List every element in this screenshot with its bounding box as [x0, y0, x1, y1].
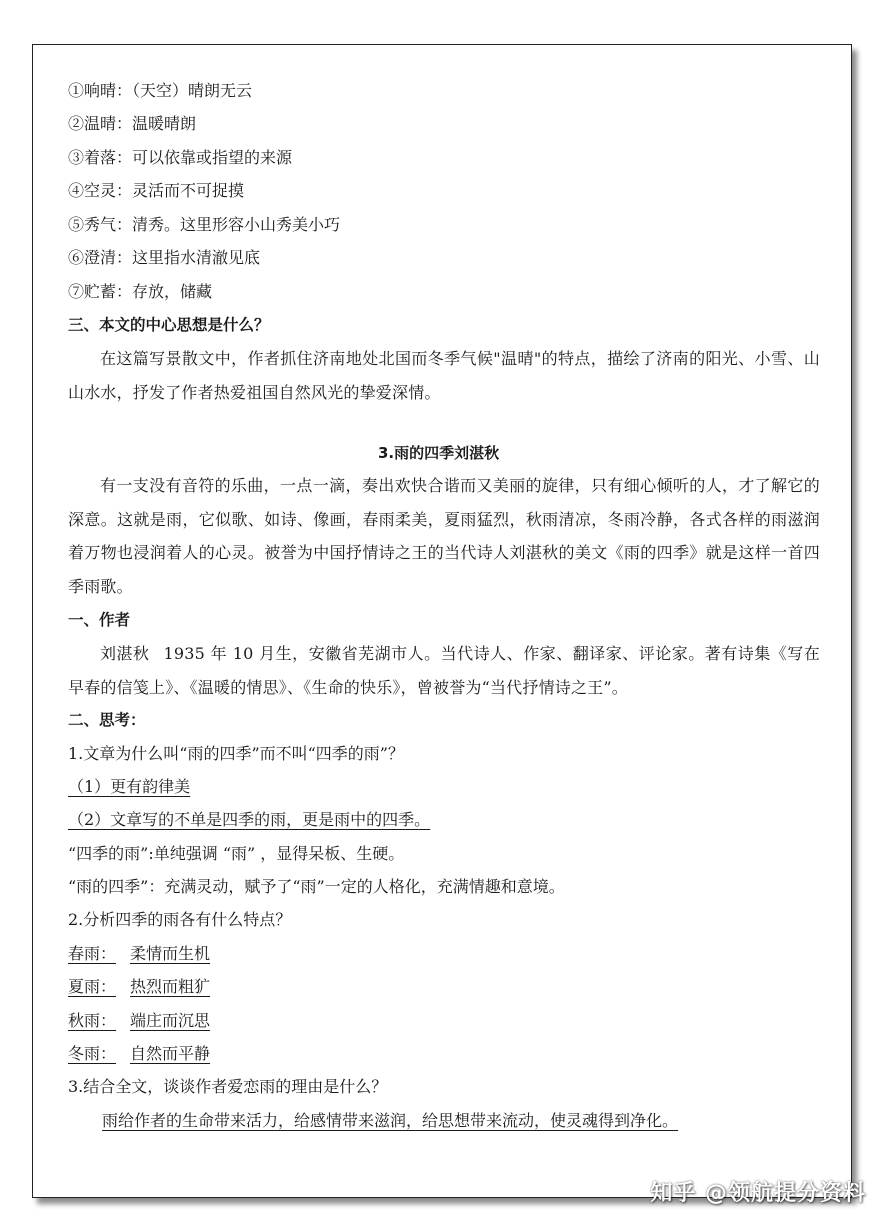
answer-1-point-3: “四季的雨”:单纯强调 “雨” ，显得呆板、生硬。 — [68, 844, 405, 863]
glossary-item-4: ④空灵：灵活而不可捉摸 — [68, 181, 245, 200]
author-heading: 一、作者 — [68, 611, 131, 629]
author-paragraph — [68, 637, 820, 704]
zhihu-watermark: 知乎 @领航提分资料 — [650, 1181, 866, 1206]
central-idea-paragraph: 在这篇写景散文中，作者抓住济南地处北国而冬季气候"温晴"的特点，描绘了济南的阳光、小雪、山山水水，抒发了作者热爱祖国自然风光的挚爱深情。 — [68, 349, 820, 402]
answer-1-point-1: （1）更有韵律美 — [68, 777, 191, 796]
answer-3: 雨给作者的生命带来活力，给感情带来滋润，给思想带来流动，使灵魂得到净化。 — [102, 1111, 679, 1130]
glossary-item-2: ②温晴：温暖晴朗 — [68, 114, 197, 133]
glossary-item-1: ①响晴：（天空）晴朗无云 — [68, 81, 253, 100]
thinking-heading: 二、思考： — [68, 711, 146, 729]
article-title: 3.雨的四季刘湛秋 — [378, 444, 500, 462]
season-autumn: 秋雨： 端庄而沉思 — [68, 1011, 211, 1030]
author-bio: 1935 年 10 月生，安徽省芜湖市人。当代诗人、作家、翻译家、评论家。著有诗集《写在早春的信笺上》、《温暖的情思》、《生命的快乐》，曾被誉为“当代抒情诗之王”。 — [68, 644, 820, 697]
answer-1-point-4: “雨的四季”：充满灵动，赋予了“雨”一定的人格化，充满情趣和意境。 — [68, 877, 565, 896]
question-2: 2.分析四季的雨各有什么特点？ — [68, 910, 292, 929]
season-winter: 冬雨： 自然而平静 — [68, 1044, 211, 1063]
glossary-item-5: ⑤秀气：清秀。这里形容小山秀美小巧 — [68, 215, 341, 234]
central-idea-heading: 三、本文的中心思想是什么？ — [68, 316, 270, 334]
question-3: 3.结合全文，谈谈作者爱恋雨的理由是什么？ — [68, 1077, 388, 1096]
season-summer: 夏雨： 热烈而粗犷 — [68, 977, 211, 996]
question-1: 1.文章为什么叫“雨的四季”而不叫“四季的雨”？ — [68, 744, 404, 763]
article-intro-paragraph: 有一支没有音符的乐曲，一点一滴，奏出欢快合谐而又美丽的旋律，只有细心倾听的人，才了解它的深意。这就是雨，它似歌、如诗、像画，春雨柔美，夏雨猛烈，秋雨清凉，冬雨冷静，各式各样的雨滋润着万物也浸润着人的心灵。被誉为中国抒情诗之王的当代诗人刘湛秋的美文《雨的四季》就是这样一首四季雨歌。 — [68, 476, 820, 596]
glossary-item-7: ⑦贮蓄：存放，储藏 — [68, 282, 213, 301]
season-spring: 春雨： 柔情而生机 — [68, 944, 211, 963]
glossary-item-3: ③着落：可以依靠或指望的来源 — [68, 148, 293, 167]
author-name: 刘湛秋 — [100, 644, 150, 663]
glossary-item-6: ⑥澄清：这里指水清澈见底 — [68, 248, 261, 267]
answer-1-point-2: （2）文章写的不单是四季的雨，更是雨中的四季。 — [68, 810, 431, 829]
